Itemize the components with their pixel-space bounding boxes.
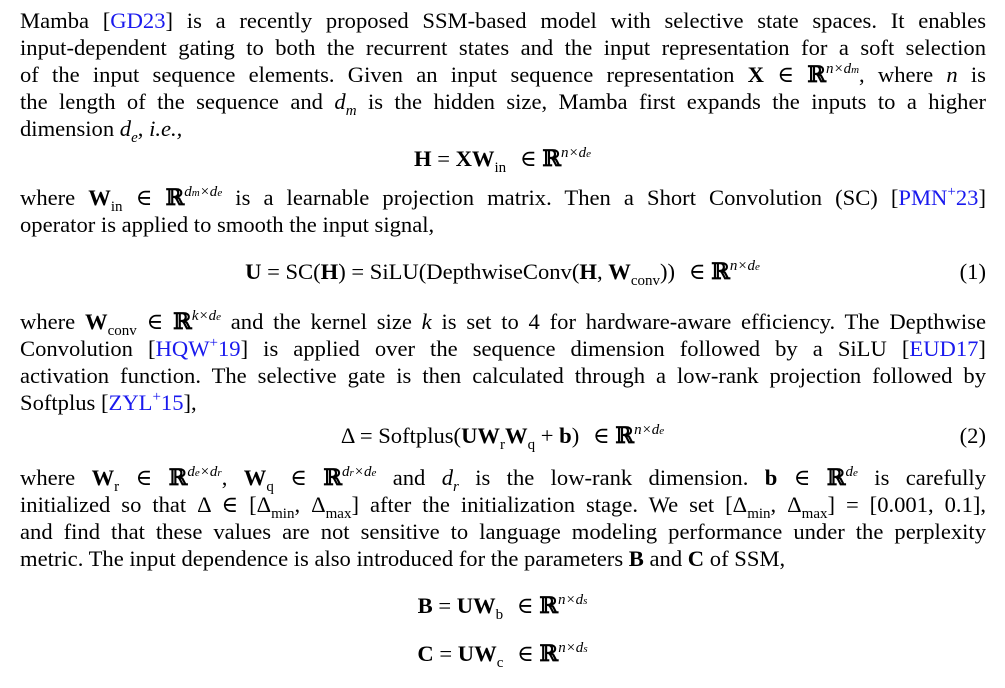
paragraph-1-line-3: of the input sequence elements. Given an input sequence representation X ∈ ℝ$^{n\times dm}$, where n is [20, 61, 986, 88]
citation-gd23[interactable]: GD23 [110, 8, 166, 33]
paragraph-2-line-1: where $W_{in}$ ∈ ℝ$^{dm\times de}$ is a learnable projection matrix. Then a Short Convolution (SC) [PMN+23] [20, 184, 986, 215]
paragraph-3-line-1: where $W_{conv}$ ∈ ℝ$^{k\times de}$ and the kernel size k is set to 4 for hardware-aware efficiency. The Depthwise [20, 308, 986, 339]
paragraph-1-line-2: input-dependent gating to both the recurrent states and the input representation for a soft selection [20, 35, 986, 60]
paragraph-4-line-2: initialized so that Δ ∈ [$\Delta_{min}$, $\Delta_{max}$] after the initialization stage. We set [$\Delta_{min}$, $\Delta_{max}] = [0.001$, 0.1], [20, 492, 987, 522]
paragraph-1-line-4: the length of the sequence and $d_m$ is the hidden size, Mamba first expands the inputs to a higher [20, 89, 987, 119]
paragraph-3-line-3: activation function. The selective gate is then calculated through a low-rank projection followed by [20, 363, 986, 388]
equation-number-1: (1) [959, 259, 986, 284]
citation-eud17[interactable]: EUD17 [909, 336, 979, 361]
equation-2: $\Delta = Softplus(UW_rW_q + b)$ ∈ ℝ$^{n\times de}$ [340, 422, 665, 453]
paragraph-3-line-4: Softplus [ZYL+15], [20, 389, 197, 415]
equation-c: $C = UW_c$ ∈ ℝ$^{n\times ds}$ [417, 640, 588, 671]
paragraph-2-line-2: operator is applied to smooth the input signal, [20, 212, 435, 237]
paragraph-4-line-4: metric. The input dependence is also introduced for the parameters B and C of SSM, [20, 546, 786, 571]
citation-pmn23[interactable]: PMN+23 [898, 184, 979, 210]
citation-hqw19[interactable]: HQW+19 [155, 335, 241, 361]
equation-number-2: (2) [959, 423, 986, 448]
citation-zyl15[interactable]: ZYL+15 [108, 389, 184, 415]
paragraph-1-line-1: Mamba [GD23] is a recently proposed SSM-based model with selective state spaces. It enables [20, 8, 986, 33]
paragraph-4-line-1: where $W_r$ ∈ ℝ$^{de\times dr}$, $W_q$ ∈ ℝ$^{dr\times de}$ and $d_r$ is the low-rank dimension. b ∈ ℝ$^{de}$ is carefully [20, 464, 987, 495]
equation-1: U = SC(H) = SiLU(DepthwiseConv(H, $W_{conv}$)) ∈ ℝ$^{n\times de}$ [245, 258, 760, 289]
paragraph-1-line-5: dimension $d_e$, i.e., [20, 116, 183, 146]
equation-b: $B = UW_b$ ∈ ℝ$^{n\times ds}$ [417, 592, 588, 623]
paragraph-3-line-2: Convolution [HQW+19] is applied over the sequence dimension followed by a SiLU [EUD17] [20, 335, 986, 361]
equation-h: $H = XW_{in}$ ∈ ℝ$^{n\times de}$ [413, 145, 592, 176]
paragraph-4-line-3: and find that these values are not sensitive to language modeling performance under the perplexity [20, 519, 986, 544]
